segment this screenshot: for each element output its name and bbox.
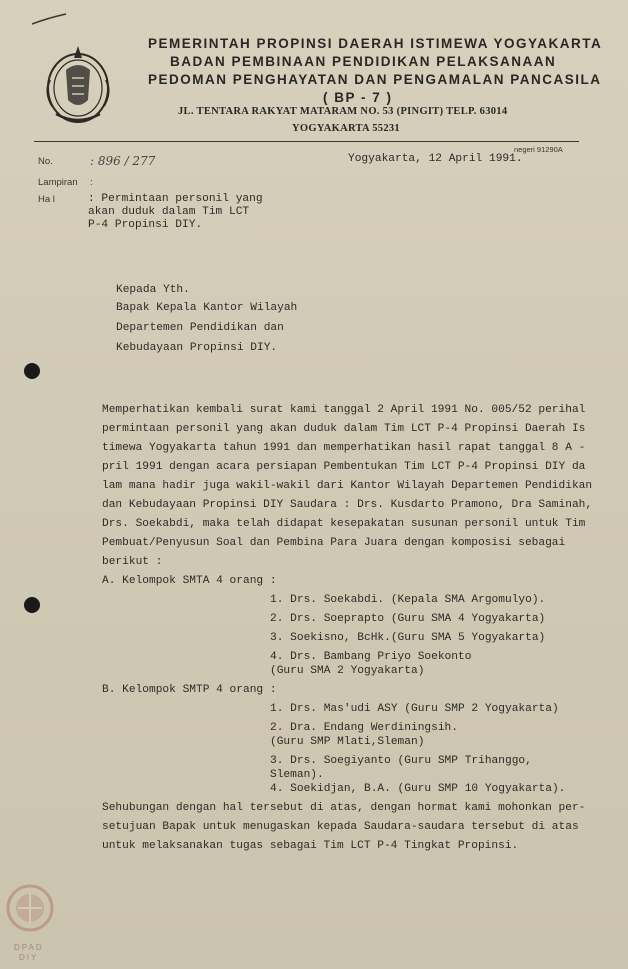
subject-line: P-4 Propinsi DIY. [88, 219, 203, 231]
watermark-text: DPAD [14, 943, 44, 952]
body-line: Memperhatikan kembali surat kami tanggal 2 April 1991 No. 005/52 perihal [102, 404, 586, 416]
group-a-title: A. Kelompok SMTA 4 orang : [102, 575, 277, 587]
group-a-item: 2. Drs. Soeprapto (Guru SMA 4 Yogyakarta) [270, 613, 546, 625]
letterhead-line-2: BADAN PEMBINAAN PENDIDIKAN PELAKSANAAN [170, 54, 557, 69]
punch-hole [24, 597, 40, 613]
letterhead-divider [34, 141, 579, 142]
subject-line: : Permintaan personil yang [88, 193, 263, 205]
letter-date: Yogyakarta, 12 April 1991. [348, 153, 523, 165]
lampiran-label: Lampiran [38, 177, 78, 188]
form-code: negeri 91290A [514, 145, 563, 154]
punch-hole [24, 363, 40, 379]
group-a-item: 4. Drs. Bambang Priyo Soekonto [270, 651, 472, 663]
closing-line: setujuan Bapak untuk menugaskan kepada Saudara-saudara tersebut di atas [102, 821, 579, 833]
lampiran-value: : [90, 177, 93, 188]
body-line: berikut : [102, 556, 163, 568]
subject-label: Ha l [38, 194, 55, 205]
recipient-line: Kebudayaan Propinsi DIY. [116, 342, 278, 354]
group-b-item: 3. Drs. Soegiyanto (Guru SMP Trihanggo, [270, 755, 532, 767]
recipient-line: Departemen Pendidikan dan [116, 322, 284, 334]
subject-line: akan duduk dalam Tim LCT [88, 206, 250, 218]
group-b-title: B. Kelompok SMTP 4 orang : [102, 684, 277, 696]
group-a-item: 3. Soekisno, BcHk.(Guru SMA 5 Yogyakarta) [270, 632, 546, 644]
number-label: No. [38, 156, 53, 167]
group-b-item: 2. Dra. Endang Werdiningsih. [270, 722, 458, 734]
body-line: dan Kebudayaan Propinsi DIY Saudara : Drs. Kusdarto Pramono, Dra Saminah, [102, 499, 593, 511]
letterhead-city: YOGYAKARTA 55231 [292, 123, 400, 134]
body-line: pril 1991 dengan acara persiapan Pembentukan Tim LCT P-4 Propinsi DIY da [102, 461, 586, 473]
letterhead-line-4: ( BP - 7 ) [323, 90, 393, 105]
recipient-line: Bapak Kepala Kantor Wilayah [116, 302, 298, 314]
letterhead-line-3: PEDOMAN PENGHAYATAN DAN PENGAMALAN PANCASILA [148, 72, 602, 87]
group-a-item: (Guru SMA 2 Yogyakarta) [270, 665, 425, 677]
recipient-line: Kepada Yth. [116, 284, 190, 296]
watermark-text: DIY [19, 953, 39, 962]
archive-watermark-logo [4, 882, 56, 934]
body-line: lam mana hadir juga wakil-wakil dari Kantor Wilayah Departemen Pendidikan [102, 480, 593, 492]
letterhead-address: JL. TENTARA RAKYAT MATARAM NO. 53 (PINGIT) TELP. 63014 [178, 106, 508, 117]
group-a-item: 1. Drs. Soekabdi. (Kepala SMA Argomulyo). [270, 594, 546, 606]
group-b-item: 4. Soekidjan, B.A. (Guru SMP 10 Yogyakarta). [270, 783, 566, 795]
letterhead-line-1: PEMERINTAH PROPINSI DAERAH ISTIMEWA YOGYAKARTA [148, 36, 603, 51]
number-value: : 896 / 277 [90, 154, 156, 168]
body-line: permintaan personil yang akan duduk dalam Tim LCT P-4 Propinsi Daerah Is [102, 423, 586, 435]
body-line: Pembuat/Penyusun Soal dan Pembina Para Juara dengan komposisi sebagai [102, 537, 566, 549]
group-b-item: Sleman). [270, 769, 324, 781]
closing-line: Sehubungan dengan hal tersebut di atas, dengan hormat kami mohonkan per- [102, 802, 586, 814]
body-line: Drs. Soekabdi, maka telah didapat kesepakatan susunan personil untuk Tim [102, 518, 586, 530]
closing-line: untuk melaksanakan tugas sebagai Tim LCT P-4 Tingkat Propinsi. [102, 840, 519, 852]
coat-of-arms-emblem [40, 40, 116, 126]
group-b-item: (Guru SMP Mlati,Sleman) [270, 736, 425, 748]
pen-stroke-mark [30, 12, 70, 28]
group-b-item: 1. Drs. Mas'udi ASY (Guru SMP 2 Yogyakarta) [270, 703, 559, 715]
body-line: timewa Yogyakarta tahun 1991 dan memperhatikan hasil rapat tanggal 8 A - [102, 442, 586, 454]
